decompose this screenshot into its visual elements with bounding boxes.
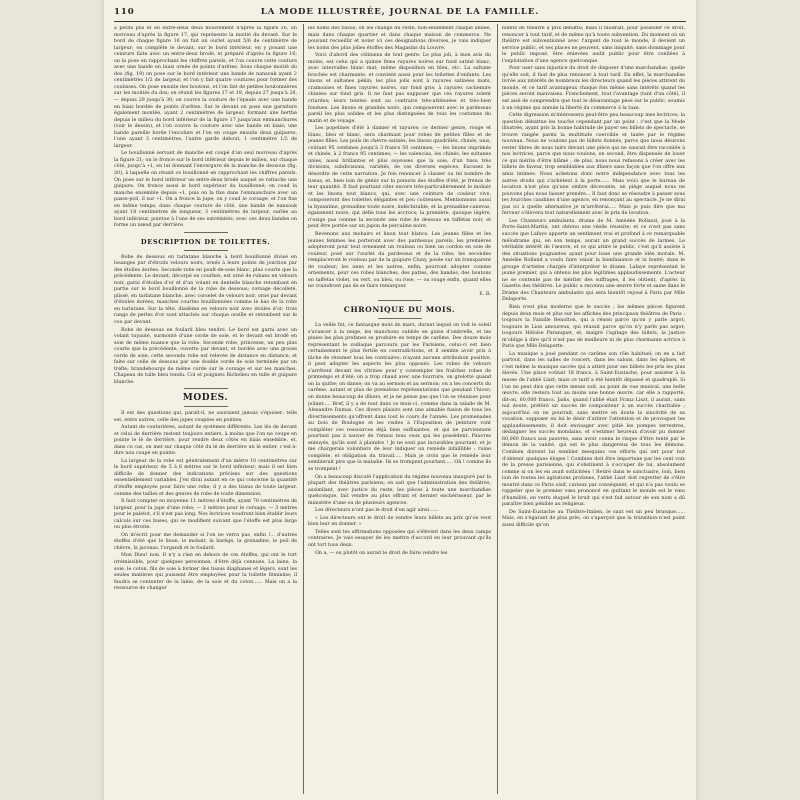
article-paragraph: De Saint-Eustache au Théâtre-Italien, le saut est un peu brusque...... Mais, en s'égarant de plus près, on s'aperçoit que la transition n'est point aussi difficile qu'on xyxy=(502,509,685,529)
article-paragraph: La veille fut, ce fantasque mois de mars, durant lequel on voit le soleil s'avancer à la neige, les manchons oubliés en guise d'ombrelle, et les pluies les plus profanes se produire en temps de carême. Des douze mois représentant le zodiaque parcouru par les Parisiens, celui-ci est bien certainement le plus fertile en contradictions, et il semble avoir pris à tâche de résumer tous les contraires; n'ayant aucune attribution positive, il peut adopter les aspects les plus opposés. Les robes de velours s'arrêtent devant les vitrines pour y contempler les fraîches robes de printemps et d'été; on a trop chaud avec une fourrure, on grelotte quand on la quitte; on danse; on va au sermon et au sermon; on a les concerts du carême, autant et plus de premières représentations que pendant l'hiver; on donne beaucoup de dîners, et je ne pense pas que l'on se réunisse pour jeûner..... Bref, il y a de tout dans ce mois-ci, comme dans la salade de M. Alexandre Dumas. Ces divers plaisirs sont une aimable fusion de tous les divertissements qu'offrent dans tout le cours de l'année. Les promenades au bois de Boulogne et les visites à l'Exposition de peinture vont compléter ces ressources déjà bien suffisantes, et qui ne parviennent pourtant pas à sauver de l'ennui tous ceux qui les possèdent. Pauvres ennuyés, qu'ils sont à plaindre ! Je ne sont pas incurables pourtant, et je me chargerais volontiers de leur indiquer un remède infaillible : ruine complète, et obligation du travail..... Mais je crois que le remède leur semblerait pire que la maladie. Ils se trompent pourtant..... Oh ! comme ils se trompent ! xyxy=(308,322,491,472)
magazine-page xyxy=(104,0,696,800)
article-paragraph: On a, — ou plutôt on aurait le droit de faire vendre les xyxy=(315,550,448,556)
section-divider xyxy=(378,318,422,319)
right-column xyxy=(502,26,685,794)
article-paragraph: Mon Dieu! non. Il n'y a rien en dehors de ces étoffes, qui ont le tort irrémissible, pour quelques personnes, d'être déjà connues. La laine, la soie, le coton, fils de soie à former des tissus diaphanes et légers, sont les seules matières qui puissent être employées pour la toilette féminine; il faudra se contenter de la laine, de la soie et du coton...... Mais on a la ressource de changer xyxy=(114,553,297,592)
running-title: LA MODE ILLUSTRÉE, JOURNAL DE LA FAMILLE. xyxy=(260,7,540,17)
column-rule-left xyxy=(303,24,304,794)
page-header xyxy=(114,3,686,22)
article-paragraph: Voici d'abord des céliniens de tout genre. Le plus joli, à mon avis du moins, est celui qui a quinze fines rayures noires sur fond satiné blanc, avec intervalles blanc mat; même disposition en bleu, etc. La sultane brochée est charmante, et convient aussi pour les toilettes d'enfants. Les linons et sultanes pékin; les plus jolis sont à rayures satinées mats, cramoisies et fines rayures noires, sur fond gris; à rayures cachemire chinées sur fond gris. Il ne faut pas supposer que ces rayures soient criardes; leurs teintes sont au contraire très-atténuées et très-bien fondues. Les linons et granités noirs, qui composeront avec le pardessus pareil les plus solides et les plus distinguées de tous les costumes du matin et de voyage. xyxy=(308,53,491,124)
article-paragraph: Cette digression m'intéressera peut-être peu beaucoup mes lectrices; la question débattue les touche cependant par un point : c'est que la Mode illustrée, ayant pris la bonne habitude de payer ses billets de spectacle, se trouve rangée parmi la multitude coercible et taxée par le régime nouveau. Nous ne voulons pas de billets donnés, parce que nous désirons rester libres de nous taire devant une pièce qui ne saurait être racontée à nos lectrices, parce que nous voulons, en second, être dispensés de louer ce qui mérite d'être blâmé ; de plus, nous nous refusons à créer avec les billets de faveur, trop semblables aux dîners sans façon que l'on offre aux amis intimes. Nous achetons donc notre indépendance avec tous les autres droits qui s'achètent à la porte...... Mais voici que le bureau de location n'est plus qu'une ombre décevante, un piège auquel nous ne pouvons plus nous laisser prendre... Il faut donc se résoudre à passer sous les fourches caudines d'une agence, en renonçant au spectacle. Je ne dirai pas ici à quelle alternative je m'arrêterai..... Mais je puis dire que ma ferveur s'élèvera tout naturellement avec le prix de location. xyxy=(502,113,685,217)
article-paragraph: Les directeurs n'ont pas le droit d'en agir ainsi...... xyxy=(315,508,439,514)
article-paragraph: Telles sont les affirmations opposées qui s'élèvent dans les deux camps contraires. Je vais essayer de les mettre d'accord en leur prouvant qu'ils ont tort tous deux. xyxy=(308,529,491,549)
article-paragraph: Le bouillonné servant de manche est coupé d'un seul morceau d'après la figure 21; on le fronce sur le bord inférieur depuis le milieu, sur chaque côté, jusqu'à ⋆1, en lui donnant l'envergure de la manche de dessous (fig. 20), à laquelle on réunit ce bouillonné en rapprochant les chiffres pareils. On pose sur le bord inférieur un entre-deux brodé auquel se rattache une guipure. On fronce aussi le bord supérieur du bouillonné; on coud la manche ensemble depuis ⋆1, puis on la fixe dans l'emmanchure avec un passe-poil, il sur ⋆1. On a fronce la jupe; on y coud le corsage, et l'on fixe en même temps, dans chaque couture de côté, une bande de nansouk ayant 18 centimètres de longueur, 3 centimètres de largeur, ourlée au bord inférieur, pointue à l'une de ses extrémités; avec ces deux bandes on forme un nœud par derrière. xyxy=(114,151,297,229)
middle-column xyxy=(308,26,491,794)
section-divider xyxy=(378,300,422,301)
article-paragraph: Revenons aux mohairs et linon tout blancs. Les jeunes filles et les jeunes femmes les porteront avec des pardessus pareils; les premières adopteront pour tout ornement un rouleau ou bien un cordon en soie de couleur, posé sur l'ourlet du pardessus et de la robe; les secondes remplaceront le rouleau par de la guipure Cluny, posée sur un transparent de couleur; les unes et les autres, enfin, pourront adopter comme ornements, pour ces robes blanches, des pattes, des bandes, des boutons en taffetas violet, ou vert, ou bleu, ou rose, — ou rouge enfin, quand elles ne craindront pas de se faire remarquer. xyxy=(308,231,491,290)
article-paragraph: Pour user sans injustice du droit de disposer d'une marchandise, quelle qu'elle soit, il faut de plus renoncer à tout tarif. En effet, la marchandise livrée aux intérêts de nombreux les directeurs quand les pièces attirent du monde, et ce tarif avantageux chaque fois même sans intérêts quand les pièces seront mauvaises. Franchement, tout l'avantage (tant d'un côté), il est aisé de comprendre que tout le désavantage pèse sur le public, soumis à un régime qui annule la liberté du commerce à la taxe. xyxy=(502,66,685,111)
section-divider xyxy=(184,250,228,251)
section-divider xyxy=(184,406,228,407)
article-paragraph: Autant de couturières, autant de systèmes différents. Les lés de devant et celui de derrière restent toujours entiers, à moins que l'on ne coupe en pointe le lé de derrière, pour rendre deux côtés en biais ensemble, et, dans ce cas, on met sur chaque côté du lé de derrière un lé entier, c'est-à-dire non coupé en pointe. xyxy=(114,425,297,457)
toilette-description: Robe de dessous en foulard bleu tendre. Le bord est garni avec un volant tuyauté, surmonté d'une corde de soie, et le devant est brodé en soie de même nuance que la robe. Seconde robe, princesse, un peu plus courte que la précédente, ouverte par devant, et bordée avec une grosse corde de soie; cette seconde robe est relevée de distance en distance, et faite sur celle de dessous par une double corde de soie terminée par un tréfle; brandebourgs de même corde sur le corsage et sur les manches. Chapeau de tulle bleu tendu. Col et poignets Richelieu en tulle et guipure blanche. xyxy=(114,327,297,385)
article-paragraph: Il est des questions qui, paraît-il, ne sauraient jamais s'épuiser; telle est, entre autres, celle des jupes coupées en pointes. xyxy=(114,410,297,423)
toilettes-heading: DESCRIPTION DE TOILETTES. xyxy=(140,237,271,246)
toilette-description: Robe de dessous en tarlatane blanche à bord bouillonné divisé en losanges par d'étroits velours noirs, ornés à leurs points de jonction par des étoiles dorées. Seconde robe en poult-de-soie blanc, plus courte que la précédente. Le devant, décorpé en courbes, est orné de rubans en velours noir, garni d'étoiles d'or et d'un volant en dentelle blanche retombant en partie sur le bord bouillonné de la robe de dessous; corsage décolleté, plissé, en tarlatane blanche, avec corselet de velours noir, orné par devant d'étoiles dorées; manches courtes bouillonnées comme le bas de la robe en tarlatane. Sur la tête, diadème en velours noir avec étoiles d'or; trois rangs de perles d'or sont attachés sur chaque oreille et retombent sur le cou par devant. xyxy=(114,254,297,325)
article-paragraph: On m'écrit pour me demander si l'on ne verra pas, enfin !... d'autres étoffes d'été que le linon, le mohair, la barège, la grenadine, le poil de chèvre, la jaconas, l'organdi et le foulard. xyxy=(114,532,297,551)
author-signature: E. R. xyxy=(479,291,491,297)
article-paragraph: « Les directeurs ont le droit de vendre leurs billets au prix qu'on veut bien leur en donner. » xyxy=(308,515,491,528)
article-paragraph: Bien n'est plus moderne que le succès ; les mêmes pièces figurent depuis deux mois et plus sur les affiches des principaux théâtres de Paris : toujours la Famille Benoîton, qui a réussi parce qu'on y parle argot; toujours le Lion amoureux, qui réussit parce qu'on n'y parle pas argot; toujours Héloïse Paranquet, et, malgré l'agitage des billets, la justice m'oblige à dire qu'il n'est pas de meilleure ni de plus charmante actrice à Paris que Mlle Delaporte. xyxy=(502,304,685,350)
article-paragraph: Les Chanteurs ambulants, drame de M. Amédée Rolland, joué à la Porte-Saint-Martin, ont obtenu une réelle réussite; et ce n'est pas sans succès que Lafaye apporte un sentiment vrai et profond à ce remarquable mélodrame qui, en son temps, aurait un grand succès de larmes. Le véritable intérêt de l'œuvre, et ce qui attire le public, c'est qu'il assiste à des situations poignantes ayant pour base une grande idée morale. M. Amédée Rolland a voulu faire valoir la bienfaisance et la bonté; dans le groupe d'artistes chargés d'interpréter le drame, Lafaye représentait le jeune premier, qui a obtenu les plus légitimes applaudissements. L'acteur ne se contente pas de mériter des suffrages, il les obtient, d'après la Gazette des théâtres. Le public a reconnu une œuvre forte et saine dans le Drame des Chanteurs ambulants qui sera bientôt rejoué à Paris par Mlle Delaporte. xyxy=(502,218,685,303)
article-paragraph: à petits plis et en entre-deux deux mouvement d'après la figure 16, un morceau d'après la figure 17, qui représente la moitié du devant. Sur le bord de chaque figure 16 on fait un ourlet ayant 5/6 de centimètre de largeur; on complète le devant, sur le bord intérieur, en y posant une ceinture faite avec un entre-deux brodé, et préparé d'après la figure 16; on la pose en rapprochant les chiffres pareils, et l'on couvre cette couture avec une bande en biais ornée de points d'arêtes. Sous chaque moitié du dos (fig. 19) on pose sur le bord intérieur une bande de nansouk ayant 2 centimètres 1/2 de largeur, et l'on y fait quatre coutures pour former des coulisses. On pose ensuite des boutons, et l'on fait de petites boutonnières sur les moitiés du dos; on réunit les figures 17 et 19, depuis 27 jusqu'à 28, — depuis 29 jusqu'à 30; on couvre la couture de l'épaule avec une bande en biais bordée de points d'arêtes. Sur le devant on pose une garniture également montée, ayant 2 centimètres de largeur, formant une berthe depuis le milieu du bord inférieur de la figure 17 jusqu'aux emmanchures (voir le dessin), et l'on couvre la couture avec une bande en biais; une bande pareille borde l'encolure et l'on en coupe ensuite deux guipures, l'une ayant 3 centimètres, l'autre garde debout, 1 centimètre 1/2 de largeur. xyxy=(114,26,297,149)
article-paragraph: les noms des tissus; on les change du reste, non-seulement chaque année, mais dans chaque quartier et dans chaque maison de commerce. Ne pouvant recueillir et noter ici ces désignations diverses, je vais indiquer les noms des plus jolies étoffes des Magasins du Louvre. xyxy=(308,26,491,51)
left-column xyxy=(114,26,297,794)
modes-heading: MODES. xyxy=(182,393,229,404)
page-number: 110 xyxy=(114,7,135,17)
article-paragraph: billets de théâtre à prix débattu; mais il faudrait, pour posséder ce droit, renoncer à tout tarif, et de même qu'à toute subvention. Du moment où un théâtre est subventionné avec l'argent de tout le monde, il devient un service public, et ses places ne peuvent, sans iniquité, sans dommage pour le public imposé, être enlevées audit public pour être confiées à l'exploitation d'une agence quelconque. xyxy=(502,26,685,64)
article-paragraph: La largeur de la robe est généralement d'un mètre 10 centimètres sur le bord supérieur, de 5 à 6 mètres sur le bord inférieur; mais il est bien difficile de donner des indications précises sur des questions essentiellement variables. J'en dirai autant en ce qui concerne la quantité d'étoffe employée pour faire une robe; il y a des tissus de toute largeur, comme des tailles et des genres de robe de toute dimension. xyxy=(114,458,297,497)
section-divider xyxy=(184,232,228,233)
article-paragraph: Les popelines d'été à damier et rayures; ce dernier genre, rouge et blanc, bleu et blanc, sera charmant pour robes de petites filles et de jeunes filles. Les poils de chèvre satinés; les linons quadrillés, chinés, unis, coûtant 95 centimes jusqu'à 3 francs 50 centimes; — les linons imprimés et chinés, à 2 francs 95 centimes; — les valencias, les chinés, les sultanes unies, aussi brillantes et plus soyeuses que la soie, d'un tissu très divisions, subdivisions, variétés, de ces diverses espèces. Excusez le désordre de cette narration. Je fois renoncer à classer ou tel nombre de tissus, et, bien loin de gémir sur la pénurie des étoffes d'été, je frémis de leur quantité. Il faut pourtant citer encore très-particulièrement le mohair et les linons tout blancs, qui, avec une ceinture de couleur vive, composeront des toilettes élégantes et peu coûteuses. Mentionnons aussi la byzantine, grenadine toute noire, indéchirable, et la grenadine-canevas, également noire, qui défie tous les accrocs; la première, quoique légère, n'exige pas comme la seconde une robe de dessous en taffetas noir, et peut être portée sur un jupon de percaline noire. xyxy=(308,126,491,230)
article-paragraph: On a beaucoup discuté l'application du régime nouveau inauguré par la plupart des théâtres parisiens; on sait que l'administration des théâtres, assimilant, avec justice du reste, les pièces à toute une marchandise quelconque, fait vendre au plus offrant et dernier enchérisseur, par le ministère d'une ou de plusieurs agences. xyxy=(308,474,491,506)
column-rule-right xyxy=(497,24,498,794)
section-divider xyxy=(184,388,228,389)
article-paragraph: La musique a joué pendant ce carême son rôle habituel; on en a fait partout, dans les salles de concert, dans les salons, dans les églises, et c'est même la musique sacrée qui a attiré pour ses billets les prix les plus élevés. Une place coûtait 18 francs, à Saint-Eustache, pour assister à la messe de l'abbé Liszt; mais ce tarif a été bientôt dépassé et quadruplé. Si l'on ne peut dire que cette messe soit, au point de vue musical, une belle œuvre, elle restera tout au moins une bonne œuvre, car elle a rapporté, dit-on, 60,000 francs. Jadis, quand l'abbé était Franz Liszt, il aurait, sans nul doute, préféré un succès de compositeur à un succès charitable ; aujourd'hui on ne pourrait, sans mettre en doute la sincérité de sa vocation, supposer en lui le désir d'attirer l'attention et de provoquer les applaudissements; il doit envisager avec pitié les pompes terrestres, dédaigner les succès mondains, et s'estimer heureux d'avoir pu donner 60,000 francs aux pauvres, sans avoir connu le risque d'être tenté par le démon de la vanité, qui est le plus dangereux de tous les démons. Combien doivent lui sembler mesquins ces efforts qui ont pour but d'obtenir quelques éloges ! Combien doit être importune par les cent voix de la presse parisienne, qui s'obstinent à s'occuper de lui, absolument comme si on les en avait sollicitées ! Retiré dans le sanctuaire, loin, bien loin de toutes les agitations profanes, l'abbé Liszt doit regretter de s'être montré dans ce Paris oisif, curieux par conséquent, et qui n'a pas voulu se rappeler que le premier vœu prononcé en quittant le monde est le vœu d'humilité, en vertu duquel le bruit qui s'est fait autour de son nom a dû paraître bien pénible au religieux. xyxy=(502,351,685,508)
chronique-heading: CHRONIQUE DU MOIS. xyxy=(343,305,456,315)
article-paragraph: Il faut compter en moyenne 11 mètres d'étoffe, ayant 70 centimètres de largeur, pour la jupe d'une robe; — 2 mètres pour le corsage, — 3 mètres pour le paletot, s'il n'est pas long. Nos lectrices voudront bien établir leurs calculs sur ces bases, qui se modifient suivant que l'étoffe est plus large ou plus étroite. xyxy=(114,499,297,531)
